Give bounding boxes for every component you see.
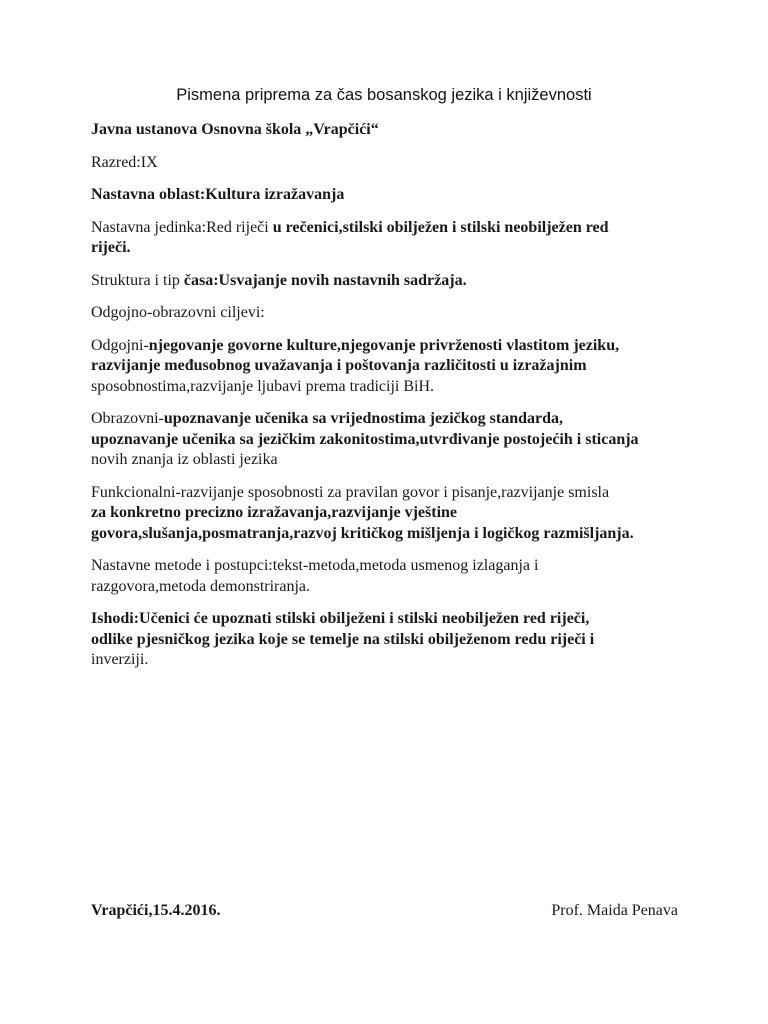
unit-paragraph [91, 218, 691, 259]
document-title: Pismena priprema za čas bosanskog jezika i književnosti [176, 86, 592, 104]
educational-label: Obrazovni- [91, 410, 164, 427]
educational-paragraph [91, 409, 691, 471]
functional-paragraph [91, 483, 691, 545]
structure-label: Struktura i tip [91, 271, 184, 289]
upbringing-line-2: razvijanje međusobnog uvažavanja i poštovanja različitosti u izražajnim [91, 357, 587, 374]
functional-line-2: za konkretno precizno izražavanja,razvijanje vještine [91, 504, 458, 521]
school-text: Javna ustanova Osnovna škola „Vrapčići“ [91, 121, 379, 138]
outcomes-line-2: odlike pjesničkog jezika koje se temelje na stilski obilježenom redu riječi i [91, 630, 595, 648]
unit-label: Nastavna jedinka:Red riječi [91, 218, 273, 236]
methods-line-1: Nastavne metode i postupci:tekst-metoda,metoda usmenog izlaganja i [91, 557, 539, 574]
unit-line-2: riječi. [91, 239, 131, 256]
upbringing-text-1: njegovanje govorne kulture,njegovanje privrženosti vlastitom jeziku, [148, 336, 620, 354]
outcomes-text-1: Učenici će upoznati stilski obilježeni i stilski neobilježen red riječi, [139, 610, 590, 627]
outcomes-label: Ishodi: [91, 610, 140, 627]
structure-line [91, 271, 691, 292]
area-line [91, 185, 691, 206]
functional-line-3: govora,slušanja,posmatranja,razvoj kritičkog mišljenja i logičkog razmišljanja. [91, 524, 634, 542]
goals-heading-text: Odgojno-obrazovni ciljevi: [91, 304, 265, 321]
goals-heading [91, 303, 691, 324]
educational-line-3: novih znanja iz oblasti jezika [91, 451, 278, 468]
area-text: Nastavna oblast:Kultura izražavanja [91, 186, 345, 203]
outcomes-paragraph [91, 609, 691, 671]
upbringing-line-1 [91, 336, 691, 357]
educational-line-1 [91, 409, 691, 430]
upbringing-label: Odgojni- [91, 336, 149, 354]
unit-line-1 [91, 218, 691, 239]
methods-paragraph [91, 556, 691, 597]
functional-line-1: Funkcionalni-razvijanje sposobnosti za pravilan govor i pisanje,razvijanje smisla [91, 483, 610, 501]
educational-line-2: upoznavanje učenika sa jezičkim zakonitostima,utvrđivanje postojećih i sticanja [91, 430, 639, 448]
educational-text-1: upoznavanje učenika sa vrijednostima jezičkog standarda, [163, 410, 563, 427]
upbringing-line-3: sposobnostima,razvijanje ljubavi prema tradiciji BiH. [91, 377, 435, 395]
outcomes-line-3: inverziji. [91, 651, 149, 668]
school-line [91, 120, 691, 141]
document-body [91, 120, 691, 683]
place-date: Vrapčići,15.4.2016. [91, 902, 221, 919]
grade-line [91, 153, 691, 174]
methods-line-2: razgovora,metoda demonstriranja. [91, 577, 311, 595]
unit-value: u rečenici,stilski obilježen i stilski neobilježen red [272, 218, 609, 236]
grade-text: Razred:IX [91, 153, 158, 171]
author-name: Prof. Maida Penava [551, 902, 678, 919]
outcomes-line-1 [91, 609, 691, 630]
structure-value: časa:Usvajanje novih nastavnih sadržaja. [183, 271, 467, 289]
upbringing-paragraph [91, 336, 691, 398]
